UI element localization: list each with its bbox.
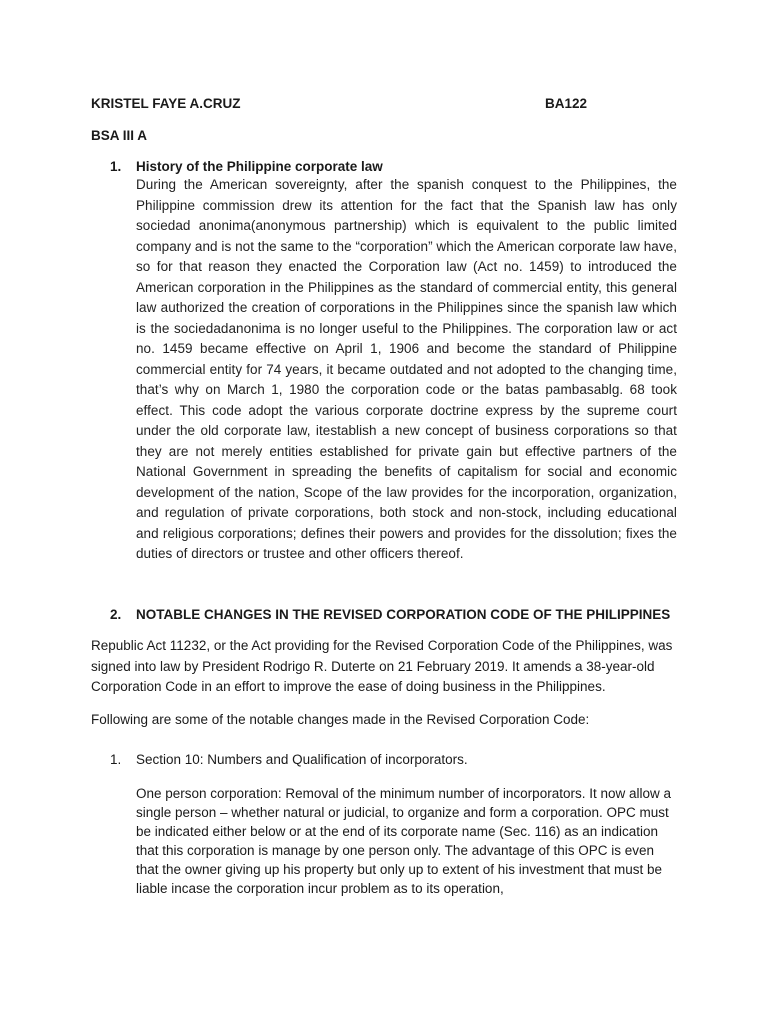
section1-number: 1. [110,159,122,174]
section2-title: NOTABLE CHANGES IN THE REVISED CORPORATION CODE OF THE PHILIPPINES [136,607,671,622]
section2-lead: Following are some of the notable changes made in the Revised Corporation Code: [91,712,590,727]
section1-body: During the American sovereignty, after the spanish conquest to the Philippines, the Philippine commission drew its attention for the fact that the Spanish law has only sociedad anonima(anonymous partnership) which is equivalent to the public limited company and is not the same to the “corporation” which the American corporate law have, so for that reason they enacted the Corporation law (Act no. 1459) to introduced the American corporation in the Philippines as the standard of commercial entity, this general law authorized the creation of corporations in the Philippines since the spanish law which is the sociedadanonima is no longer useful to the Philippines. The corporation law or act no. 1459 became effective on April 1, 1906 and become the standard of Philippine commercial entity for 74 years, it became outdated and not adopted to the changing time, that’s why on March 1, 1980 the corporation code or the batas pambasablg. 68 took effect. This code adopt the various corporate doctrine express by the supreme court under the old corporate law, itestablish a new concept of business corporations so that they are not merely entities established for private gain but effective partners of the National Government in spreading the benefits of capitalism for social and economic development of the nation, Scope of the law provides for the incorporation, organization, and regulation of private corporations, both stock and non-stock, including educational and religious corporations; defines their powers and provides for the dissolution; fixes the duties of directors or trustee and other officers thereof. [136,177,677,561]
subitem1-body: One person corporation: Removal of the minimum number of incorporators. It now allow a single person – whether natural or judicial, to organize and form a corporation. OPC must be indicated either below or at the end of its corporate name (Sec. 116) as an indication that this corporation is manage by one person only. The advantage of this OPC is even that the owner giving up his property but only up to extent of his investment that must be liable incase the corporation incur problem as to its operation, [136,786,671,896]
subitem1-title: Section 10: Numbers and Qualification of incorporators. [136,752,468,767]
student-name: KRISTEL FAYE A.CRUZ [91,96,241,111]
subitem1-number: 1. [110,752,122,767]
class-section: BSA III A [91,128,148,143]
section2-number: 2. [110,607,122,622]
section1-title: History of the Philippine corporate law [136,159,383,174]
section2-intro: Republic Act 11232, or the Act providing for the Revised Corporation Code of the Philippines, was signed into law by President Rodrigo R. Duterte on 21 February 2019. It amends a 38-year-old Corporation Code in an effort to improve the ease of doing business in the Philippines. [91,638,673,694]
course-code: BA122 [545,96,588,111]
